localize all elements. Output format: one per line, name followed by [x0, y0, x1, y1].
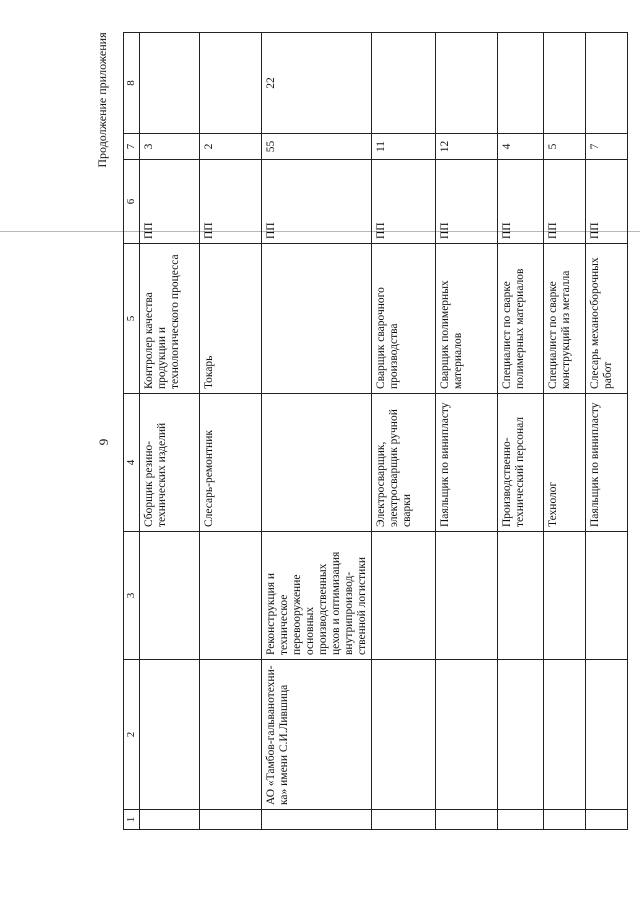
header-cell: 6 [124, 160, 140, 244]
table-cell: Сварщик полимерных материалов [436, 244, 498, 394]
table-cell [140, 33, 200, 134]
header-row [124, 33, 140, 830]
table-cell [498, 810, 544, 830]
table-cell: Электросварщик, электросварщик ручной сварки [372, 394, 436, 532]
table-cell: Технолог [544, 394, 586, 532]
table-cell: Слесарь-ремонтник [200, 394, 262, 532]
table-cell: 12 [436, 134, 498, 160]
data-table [123, 32, 628, 830]
table-cell [200, 33, 262, 134]
table-row [436, 33, 498, 830]
table-cell: Сборщик резино-технических изделий [140, 394, 200, 532]
table-cell: Реконструкция и техническое перевооружение основных производственных цехов и оптимизация внутрипроизвод-ственной логистики [262, 532, 372, 660]
table-cell: ПП [586, 160, 628, 244]
table-cell: Специалист по сварке полимерных материалов [498, 244, 544, 394]
table-cell: ПП [436, 160, 498, 244]
table-row [586, 33, 628, 830]
table-cell: Производственно-технический персонал [498, 394, 544, 532]
table-cell [586, 810, 628, 830]
table-row [544, 33, 586, 830]
table-cell: Специалист по сварке конструкций из металла [544, 244, 586, 394]
table-cell: ПП [498, 160, 544, 244]
table-cell [436, 532, 498, 660]
table-cell [372, 660, 436, 810]
header-cell: 2 [124, 660, 140, 810]
table-cell [262, 394, 372, 532]
table-cell: ПП [200, 160, 262, 244]
table-cell [498, 532, 544, 660]
table-cell: ПП [372, 160, 436, 244]
table-cell [372, 532, 436, 660]
table-cell [544, 33, 586, 134]
table-cell [586, 33, 628, 134]
table-cell: 5 [544, 134, 586, 160]
table-cell: ПП [544, 160, 586, 244]
table-cell [544, 660, 586, 810]
table-cell [200, 532, 262, 660]
table-cell: Паяльщик по винипласту [436, 394, 498, 532]
table-cell [436, 33, 498, 134]
table-cell: Паяльщик по винипласту [586, 394, 628, 532]
table-cell: Слесарь механосборочных работ [586, 244, 628, 394]
table-cell [200, 660, 262, 810]
table-cell [586, 660, 628, 810]
header-cell: 4 [124, 394, 140, 532]
rotated-table-container [123, 33, 614, 830]
table-cell: АО «Тамбов-гальванотехни-ка» имени С.И.Лившица [262, 660, 372, 810]
table-row [372, 33, 436, 830]
appendix-title: Продолжение приложения [95, 32, 109, 168]
header-cell: 1 [124, 810, 140, 830]
table-cell: Токарь [200, 244, 262, 394]
table-cell [372, 810, 436, 830]
table-row [200, 33, 262, 830]
table-row [140, 33, 200, 830]
table-cell [140, 532, 200, 660]
table-cell: Контролер качества продукции и технологического процесса [140, 244, 200, 394]
table-row [498, 33, 544, 830]
table-cell [586, 532, 628, 660]
table-cell: 55 [262, 134, 372, 160]
table-cell [498, 660, 544, 810]
header-cell: 7 [124, 134, 140, 160]
table-cell: 3 [140, 134, 200, 160]
table-cell [544, 810, 586, 830]
table-cell: Сварщик сварочного производства [372, 244, 436, 394]
table-cell [200, 810, 262, 830]
table-cell [140, 660, 200, 810]
table-cell [372, 33, 436, 134]
table-cell: 7 [586, 134, 628, 160]
table-cell [140, 810, 200, 830]
header-cell: 8 [124, 33, 140, 134]
table-cell: ПП [140, 160, 200, 244]
page-number: 9 [96, 438, 111, 446]
table-cell: 4 [498, 134, 544, 160]
header-cell: 5 [124, 244, 140, 394]
table-cell [544, 532, 586, 660]
table-row [262, 33, 372, 830]
table-cell [498, 33, 544, 134]
table-cell: ПП [262, 160, 372, 244]
table-cell [262, 810, 372, 830]
table-cell: 2 [200, 134, 262, 160]
table-cell [436, 810, 498, 830]
header-cell: 3 [124, 532, 140, 660]
table-cell [436, 660, 498, 810]
table-cell [262, 244, 372, 394]
table-cell: 11 [372, 134, 436, 160]
table-cell: 22 [262, 33, 372, 134]
